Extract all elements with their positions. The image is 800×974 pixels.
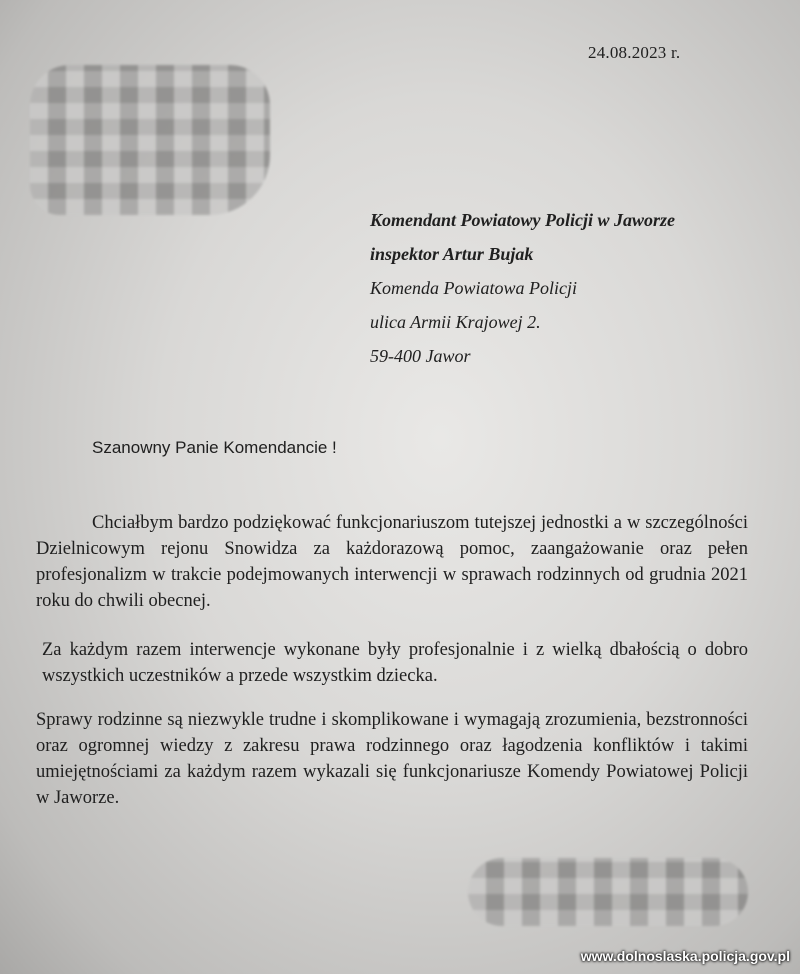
recipient-street: ulica Armii Krajowej 2. (370, 312, 541, 332)
redacted-signature (468, 858, 748, 926)
paragraph-3: Sprawy rodzinne są niezwykle trudne i skomplikowane i wymagają zrozumienia, bezstronności oraz ogromnej wiedzy z zakresu prawa rodzinnego oraz łagodzenia konfliktów i takimi umiejętnościami za każdym razem wykazali się funkcjonariusze Komendy Powiatowej Policji w Jaworze. (36, 710, 748, 808)
paragraph-2: Za każdym razem interwencje wykonane były profesjonalnie i z wielką dbałością o dobro wszystkich uczestników a przede wszystkim dziecka. (42, 640, 748, 686)
greeting: Szanowny Panie Komendancie ! (92, 438, 337, 457)
recipient-institution: Komenda Powiatowa Policji (370, 278, 577, 298)
recipient-city: 59-400 Jawor (370, 346, 471, 366)
paragraph-1: Chciałbym bardzo podziękować funkcjonariuszom tutejszej jednostki a w szczególności Dzielnicowym rejonu Snowidza za każdorazową pomoc, zaangażowanie oraz pełen profesjonalizm w trakcie podejmowanych interwencji w sprawach rodzinnych od grudnia 2021 roku do chwili obecnej. (36, 513, 748, 611)
redacted-sender-area (30, 65, 270, 215)
letter-date: 24.08.2023 r. (588, 43, 681, 62)
recipient-title: Komendant Powiatowy Policji w Jaworze (370, 210, 676, 230)
recipient-name: inspektor Artur Bujak (370, 244, 534, 264)
recipient-address (370, 203, 675, 373)
source-watermark: www.dolnoslaska.policja.gov.pl (580, 948, 790, 964)
